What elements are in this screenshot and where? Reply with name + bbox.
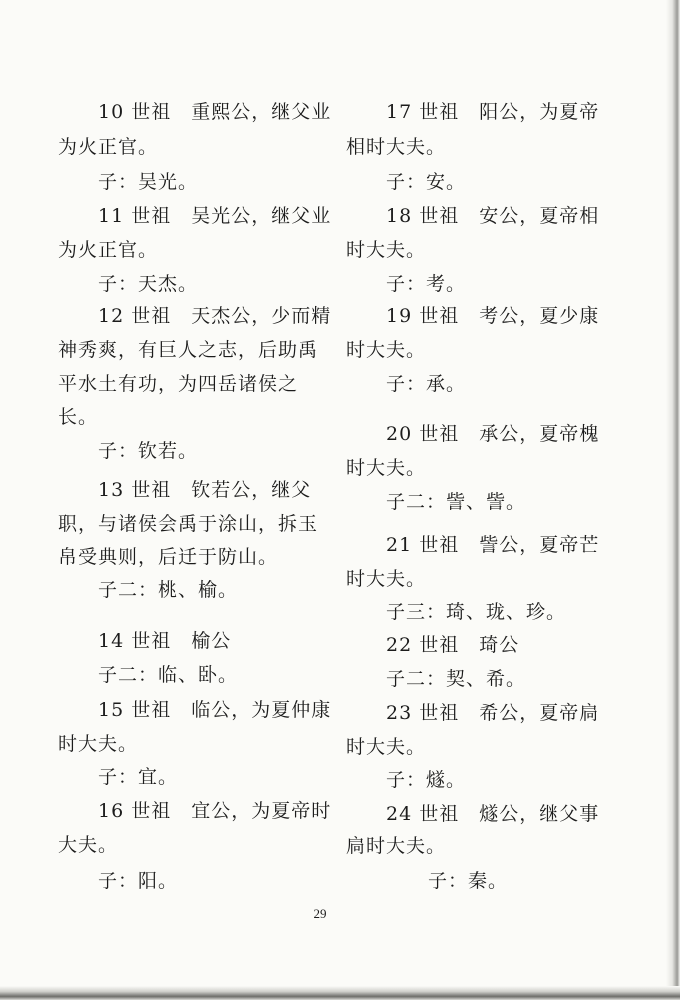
text-line: 子：阳。 <box>98 870 179 892</box>
text-line: 时大夫。 <box>346 736 427 758</box>
text-line: 时大夫。 <box>58 733 139 755</box>
text-line: 职，与诸侯会禹于涂山，拆玉 <box>58 513 319 535</box>
text-line: 18 世祖 安公，夏帝相 <box>386 205 600 227</box>
text-line: 11 世祖 吴光公，继父业 <box>98 205 332 227</box>
text-line: 子：宜。 <box>98 766 179 788</box>
text-line: 22 世祖 琦公 <box>386 634 520 656</box>
text-line: 24 世祖 燧公，继父事 <box>386 803 600 825</box>
text-line: 时大夫。 <box>346 239 427 261</box>
text-line: 20 世祖 承公，夏帝槐 <box>386 423 600 445</box>
scan-edge-right <box>666 0 680 1000</box>
text-line: 扃时大夫。 <box>346 835 447 857</box>
text-line: 时大夫。 <box>346 568 427 590</box>
text-line: 子二：訾、訾。 <box>386 491 527 513</box>
text-line: 子二：契、希。 <box>386 668 527 690</box>
text-line: 16 世祖 宜公，为夏帝时 <box>98 800 332 822</box>
text-line: 子：天杰。 <box>98 273 199 295</box>
text-line: 子：承。 <box>386 373 467 395</box>
text-line: 子：吴光。 <box>98 171 199 193</box>
text-line: 15 世祖 临公，为夏仲康 <box>98 699 332 721</box>
text-line: 子：钦若。 <box>98 440 199 462</box>
text-line: 长。 <box>58 406 99 428</box>
text-line: 子二：临、卧。 <box>98 664 239 686</box>
scan-edge-bottom <box>0 986 680 1000</box>
text-line: 12 世祖 天杰公，少而精 <box>98 305 332 327</box>
text-line: 平水土有功，为四岳诸侯之 <box>58 373 299 395</box>
text-line: 17 世祖 阳公，为夏帝 <box>386 101 600 123</box>
text-line: 13 世祖 钦若公，继父 <box>98 479 312 501</box>
page-number: 29 <box>313 906 327 921</box>
text-line: 时大夫。 <box>346 457 427 479</box>
text-line: 为火正官。 <box>58 239 159 261</box>
text-line: 子三：琦、珑、珍。 <box>386 601 567 623</box>
text-line: 21 世祖 訾公，夏帝芒 <box>386 534 600 556</box>
text-line: 帛受典则，后迁于防山。 <box>58 546 279 568</box>
text-line: 19 世祖 考公，夏少康 <box>386 305 600 327</box>
text-line: 10 世祖 重熙公，继父业 <box>98 101 332 123</box>
text-line: 子：燧。 <box>386 769 467 791</box>
text-line: 子二：桃、榆。 <box>98 579 239 601</box>
text-line: 时大夫。 <box>346 339 427 361</box>
text-line: 子：考。 <box>386 273 467 295</box>
text-line: 子：秦。 <box>428 870 509 892</box>
text-line: 为火正官。 <box>58 136 159 158</box>
text-line: 子：安。 <box>386 171 467 193</box>
text-line: 大夫。 <box>58 834 119 856</box>
text-line: 相时大夫。 <box>346 136 447 158</box>
text-line: 23 世祖 希公，夏帝扃 <box>386 702 600 724</box>
text-line: 神秀爽，有巨人之志，后助禹 <box>58 339 319 361</box>
text-line: 14 世祖 榆公 <box>98 630 232 652</box>
